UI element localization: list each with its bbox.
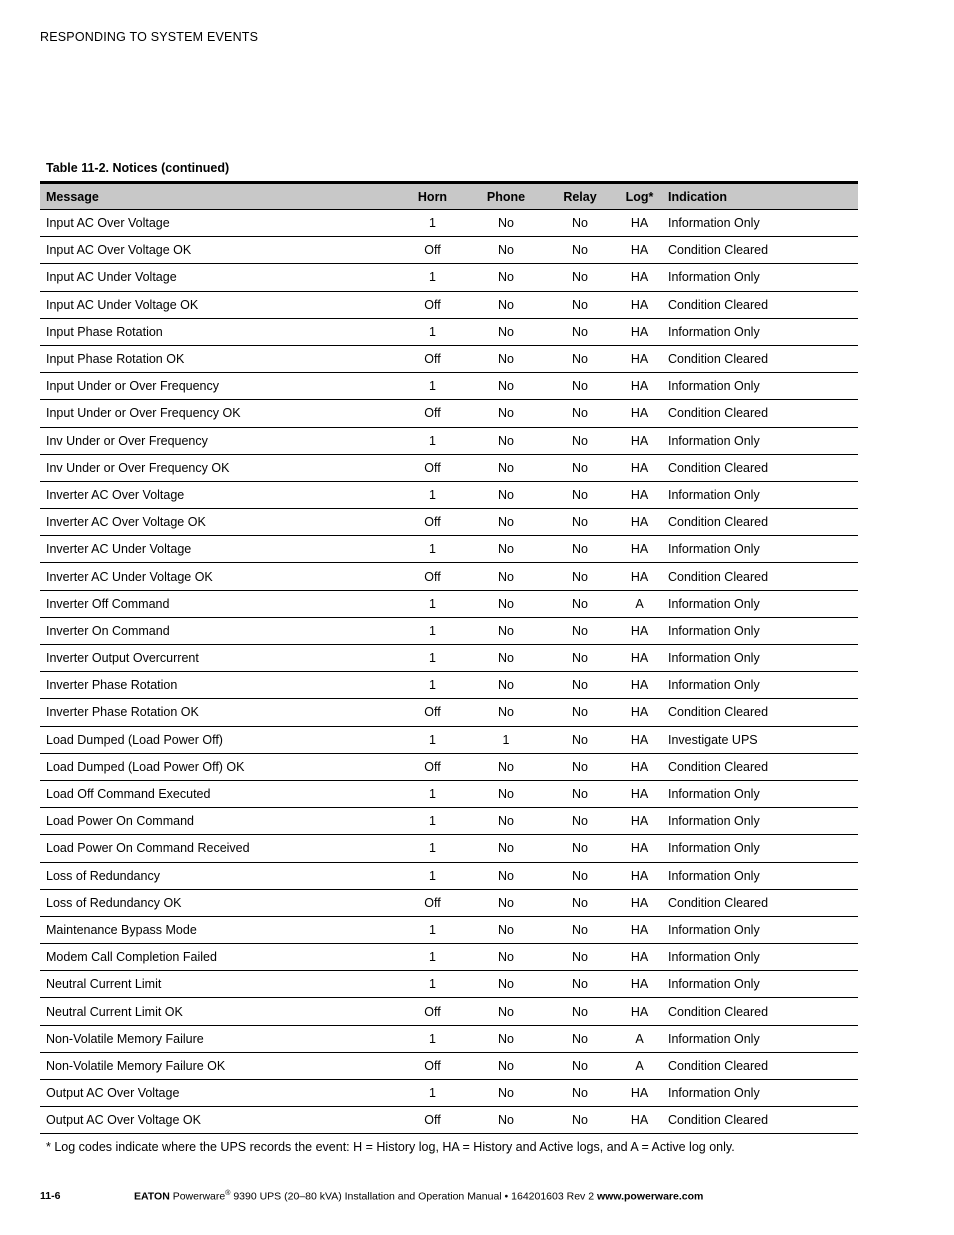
cell-horn: Off [396, 563, 469, 590]
cell-relay: No [543, 1025, 617, 1052]
cell-indication: Condition Cleared [662, 237, 858, 264]
cell-relay: No [543, 345, 617, 372]
cell-indication: Information Only [662, 590, 858, 617]
cell-horn: Off [396, 237, 469, 264]
table-header-row [40, 183, 858, 210]
cell-phone: No [469, 318, 543, 345]
cell-indication: Condition Cleared [662, 454, 858, 481]
cell-phone: No [469, 509, 543, 536]
cell-indication: Condition Cleared [662, 1052, 858, 1079]
table-row [40, 998, 858, 1025]
cell-message: Inverter On Command [40, 617, 396, 644]
cell-phone: No [469, 645, 543, 672]
cell-phone: No [469, 998, 543, 1025]
cell-relay: No [543, 237, 617, 264]
cell-message: Inverter Phase Rotation OK [40, 699, 396, 726]
cell-log: HA [617, 726, 662, 753]
cell-message: Load Dumped (Load Power Off) [40, 726, 396, 753]
cell-horn: 1 [396, 481, 469, 508]
cell-horn: 1 [396, 264, 469, 291]
table-row [40, 509, 858, 536]
cell-message: Load Dumped (Load Power Off) OK [40, 753, 396, 780]
cell-message: Non-Volatile Memory Failure OK [40, 1052, 396, 1079]
table-row [40, 1052, 858, 1079]
table-row [40, 672, 858, 699]
cell-relay: No [543, 889, 617, 916]
cell-message: Loss of Redundancy OK [40, 889, 396, 916]
cell-relay: No [543, 617, 617, 644]
table-row [40, 699, 858, 726]
cell-message: Neutral Current Limit OK [40, 998, 396, 1025]
cell-phone: No [469, 753, 543, 780]
cell-phone: No [469, 916, 543, 943]
cell-relay: No [543, 1080, 617, 1107]
cell-relay: No [543, 1052, 617, 1079]
cell-message: Inverter Off Command [40, 590, 396, 617]
cell-indication: Information Only [662, 944, 858, 971]
cell-phone: No [469, 427, 543, 454]
cell-message: Inv Under or Over Frequency OK [40, 454, 396, 481]
cell-log: HA [617, 944, 662, 971]
cell-phone: No [469, 291, 543, 318]
cell-log: HA [617, 699, 662, 726]
cell-horn: 1 [396, 210, 469, 237]
cell-horn: Off [396, 699, 469, 726]
cell-horn: Off [396, 454, 469, 481]
cell-indication: Information Only [662, 1080, 858, 1107]
table-row [40, 889, 858, 916]
table-row [40, 210, 858, 237]
cell-phone: No [469, 835, 543, 862]
cell-relay: No [543, 672, 617, 699]
cell-horn: 1 [396, 590, 469, 617]
cell-relay: No [543, 509, 617, 536]
cell-message: Modem Call Completion Failed [40, 944, 396, 971]
table-row [40, 753, 858, 780]
cell-relay: No [543, 590, 617, 617]
footer-product: Powerware [172, 1190, 226, 1203]
cell-log: HA [617, 291, 662, 318]
table-row [40, 645, 858, 672]
table-row [40, 617, 858, 644]
cell-phone: No [469, 590, 543, 617]
table-row [40, 862, 858, 889]
cell-horn: 1 [396, 780, 469, 807]
table-row [40, 1080, 858, 1107]
cell-phone: No [469, 210, 543, 237]
cell-phone: No [469, 563, 543, 590]
table-row [40, 590, 858, 617]
table-row [40, 808, 858, 835]
cell-log: HA [617, 835, 662, 862]
cell-log: HA [617, 427, 662, 454]
cell-phone: No [469, 536, 543, 563]
cell-log: HA [617, 808, 662, 835]
cell-indication: Condition Cleared [662, 563, 858, 590]
cell-log: HA [617, 210, 662, 237]
cell-indication: Information Only [662, 481, 858, 508]
cell-horn: Off [396, 753, 469, 780]
section-header: RESPONDING TO SYSTEM EVENTS [40, 30, 259, 44]
cell-message: Neutral Current Limit [40, 971, 396, 998]
cell-relay: No [543, 481, 617, 508]
cell-phone: No [469, 400, 543, 427]
cell-log: A [617, 1052, 662, 1079]
cell-relay: No [543, 427, 617, 454]
cell-message: Inverter AC Under Voltage [40, 536, 396, 563]
cell-horn: 1 [396, 944, 469, 971]
cell-horn: 1 [396, 1080, 469, 1107]
cell-relay: No [543, 808, 617, 835]
cell-horn: 1 [396, 672, 469, 699]
cell-phone: No [469, 808, 543, 835]
cell-message: Inverter Phase Rotation [40, 672, 396, 699]
cell-log: HA [617, 780, 662, 807]
cell-log: HA [617, 889, 662, 916]
column-header-indication: Indication [662, 183, 858, 210]
cell-message: Inverter AC Over Voltage [40, 481, 396, 508]
cell-message: Input AC Over Voltage OK [40, 237, 396, 264]
cell-log: A [617, 1025, 662, 1052]
cell-relay: No [543, 400, 617, 427]
cell-log: HA [617, 645, 662, 672]
cell-indication: Information Only [662, 264, 858, 291]
table-row [40, 373, 858, 400]
cell-message: Inverter AC Under Voltage OK [40, 563, 396, 590]
cell-message: Load Power On Command Received [40, 835, 396, 862]
cell-log: HA [617, 237, 662, 264]
cell-horn: Off [396, 1107, 469, 1134]
table-row [40, 563, 858, 590]
cell-phone: No [469, 1080, 543, 1107]
table-row [40, 835, 858, 862]
cell-phone: No [469, 971, 543, 998]
cell-log: HA [617, 481, 662, 508]
cell-message: Output AC Over Voltage [40, 1080, 396, 1107]
cell-relay: No [543, 318, 617, 345]
cell-indication: Condition Cleared [662, 291, 858, 318]
cell-message: Inverter AC Over Voltage OK [40, 509, 396, 536]
footer-manual-title: 9390 UPS (20–80 kVA) Installation and Operation Manual • 164201603 Rev 2 [230, 1190, 597, 1203]
cell-indication: Condition Cleared [662, 753, 858, 780]
cell-indication: Information Only [662, 617, 858, 644]
cell-phone: No [469, 780, 543, 807]
cell-message: Inverter Output Overcurrent [40, 645, 396, 672]
table-row [40, 971, 858, 998]
cell-phone: No [469, 672, 543, 699]
table-row [40, 726, 858, 753]
table-row [40, 318, 858, 345]
cell-message: Input AC Under Voltage [40, 264, 396, 291]
cell-log: HA [617, 672, 662, 699]
cell-message: Input Under or Over Frequency OK [40, 400, 396, 427]
cell-log: HA [617, 971, 662, 998]
cell-log: HA [617, 373, 662, 400]
cell-indication: Information Only [662, 862, 858, 889]
table-row [40, 1107, 858, 1134]
cell-indication: Condition Cleared [662, 509, 858, 536]
cell-horn: Off [396, 998, 469, 1025]
cell-relay: No [543, 210, 617, 237]
table-row [40, 1025, 858, 1052]
table-row [40, 400, 858, 427]
cell-phone: No [469, 862, 543, 889]
table-body [40, 210, 858, 1134]
cell-log: HA [617, 563, 662, 590]
cell-log: HA [617, 1080, 662, 1107]
cell-relay: No [543, 780, 617, 807]
cell-indication: Condition Cleared [662, 400, 858, 427]
table-row [40, 780, 858, 807]
column-header-phone: Phone [469, 183, 543, 210]
cell-message: Load Off Command Executed [40, 780, 396, 807]
cell-relay: No [543, 862, 617, 889]
cell-horn: Off [396, 889, 469, 916]
cell-horn: 1 [396, 427, 469, 454]
cell-message: Non-Volatile Memory Failure [40, 1025, 396, 1052]
cell-indication: Information Only [662, 373, 858, 400]
cell-horn: 1 [396, 318, 469, 345]
cell-horn: 1 [396, 862, 469, 889]
cell-horn: Off [396, 291, 469, 318]
cell-relay: No [543, 454, 617, 481]
cell-horn: 1 [396, 1025, 469, 1052]
table-row [40, 481, 858, 508]
cell-horn: 1 [396, 835, 469, 862]
cell-relay: No [543, 645, 617, 672]
cell-log: HA [617, 617, 662, 644]
cell-indication: Information Only [662, 916, 858, 943]
cell-horn: 1 [396, 808, 469, 835]
cell-log: HA [617, 1107, 662, 1134]
cell-horn: Off [396, 509, 469, 536]
cell-phone: No [469, 1052, 543, 1079]
footer-website: www.powerware.com [596, 1190, 704, 1203]
cell-log: HA [617, 509, 662, 536]
cell-relay: No [543, 373, 617, 400]
cell-relay: No [543, 726, 617, 753]
cell-log: HA [617, 753, 662, 780]
cell-indication: Information Only [662, 318, 858, 345]
registered-mark: ® [225, 1190, 231, 1197]
table-row [40, 916, 858, 943]
cell-log: HA [617, 264, 662, 291]
cell-phone: No [469, 373, 543, 400]
table-row [40, 237, 858, 264]
cell-message: Output AC Over Voltage OK [40, 1107, 396, 1134]
cell-relay: No [543, 971, 617, 998]
cell-horn: Off [396, 400, 469, 427]
cell-message: Input AC Under Voltage OK [40, 291, 396, 318]
cell-phone: No [469, 454, 543, 481]
cell-indication: Information Only [662, 427, 858, 454]
cell-message: Inv Under or Over Frequency [40, 427, 396, 454]
column-header-horn: Horn [396, 183, 469, 210]
cell-message: Input Phase Rotation [40, 318, 396, 345]
cell-log: HA [617, 998, 662, 1025]
cell-phone: No [469, 944, 543, 971]
cell-horn: 1 [396, 645, 469, 672]
cell-phone: No [469, 1025, 543, 1052]
table-row [40, 944, 858, 971]
cell-log: HA [617, 400, 662, 427]
cell-relay: No [543, 291, 617, 318]
cell-phone: No [469, 699, 543, 726]
cell-relay: No [543, 699, 617, 726]
cell-horn: 1 [396, 726, 469, 753]
cell-indication: Information Only [662, 536, 858, 563]
table-row [40, 536, 858, 563]
cell-log: HA [617, 536, 662, 563]
cell-horn: 1 [396, 617, 469, 644]
cell-message: Input Phase Rotation OK [40, 345, 396, 372]
cell-horn: 1 [396, 373, 469, 400]
cell-log: HA [617, 454, 662, 481]
cell-indication: Information Only [662, 1025, 858, 1052]
cell-phone: No [469, 617, 543, 644]
column-header-log: Log* [617, 183, 662, 210]
cell-relay: No [543, 753, 617, 780]
cell-indication: Condition Cleared [662, 699, 858, 726]
cell-relay: No [543, 563, 617, 590]
table-caption: Table 11-2. Notices (continued) [46, 161, 230, 175]
cell-log: HA [617, 862, 662, 889]
cell-log: HA [617, 916, 662, 943]
cell-log: A [617, 590, 662, 617]
cell-relay: No [543, 536, 617, 563]
table-row [40, 291, 858, 318]
table-row [40, 345, 858, 372]
table-row [40, 454, 858, 481]
cell-message: Input Under or Over Frequency [40, 373, 396, 400]
column-header-message: Message [40, 183, 396, 210]
cell-phone: No [469, 345, 543, 372]
cell-indication: Condition Cleared [662, 345, 858, 372]
log-code-footnote: * Log codes indicate where the UPS records the event: H = History log, HA = History and Active logs, and A = Active log only. [46, 1140, 735, 1154]
cell-message: Maintenance Bypass Mode [40, 916, 396, 943]
cell-relay: No [543, 264, 617, 291]
cell-indication: Information Only [662, 672, 858, 699]
column-header-relay: Relay [543, 183, 617, 210]
cell-horn: 1 [396, 971, 469, 998]
table-row [40, 264, 858, 291]
cell-phone: No [469, 481, 543, 508]
cell-horn: 1 [396, 536, 469, 563]
cell-message: Input AC Over Voltage [40, 210, 396, 237]
cell-phone: No [469, 1107, 543, 1134]
cell-indication: Information Only [662, 971, 858, 998]
cell-indication: Information Only [662, 210, 858, 237]
cell-relay: No [543, 835, 617, 862]
footer-citation [134, 1190, 703, 1203]
cell-relay: No [543, 1107, 617, 1134]
cell-indication: Condition Cleared [662, 1107, 858, 1134]
cell-phone: No [469, 237, 543, 264]
cell-relay: No [543, 998, 617, 1025]
cell-phone: No [469, 264, 543, 291]
cell-message: Load Power On Command [40, 808, 396, 835]
cell-indication: Information Only [662, 808, 858, 835]
cell-phone: 1 [469, 726, 543, 753]
cell-phone: No [469, 889, 543, 916]
cell-relay: No [543, 916, 617, 943]
cell-relay: No [543, 944, 617, 971]
cell-message: Loss of Redundancy [40, 862, 396, 889]
cell-indication: Condition Cleared [662, 889, 858, 916]
footer-brand: EATON [134, 1190, 170, 1203]
cell-indication: Information Only [662, 645, 858, 672]
table-row [40, 427, 858, 454]
cell-indication: Information Only [662, 780, 858, 807]
cell-log: HA [617, 345, 662, 372]
cell-horn: Off [396, 345, 469, 372]
cell-horn: Off [396, 1052, 469, 1079]
cell-indication: Condition Cleared [662, 998, 858, 1025]
cell-log: HA [617, 318, 662, 345]
cell-indication: Investigate UPS [662, 726, 858, 753]
notices-table [40, 181, 858, 1134]
cell-indication: Information Only [662, 835, 858, 862]
page-number: 11-6 [40, 1190, 61, 1202]
cell-horn: 1 [396, 916, 469, 943]
